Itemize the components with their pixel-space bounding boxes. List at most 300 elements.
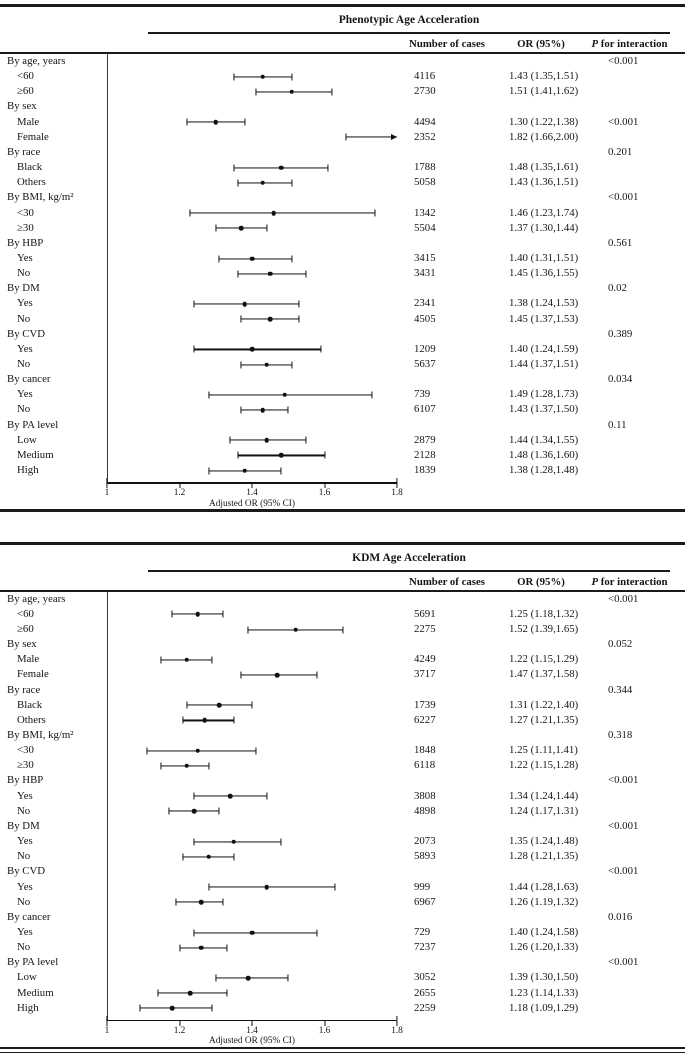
or-value: 1.43 (1.36,1.51) [509,176,579,189]
point-estimate-marker [246,976,251,981]
row-label: No [17,850,31,863]
forest-row [0,251,685,266]
cases-value: 1342 [414,206,436,219]
cases-value: 2275 [414,622,436,635]
point-estimate-marker [250,930,255,935]
ci-cap-left [230,437,231,444]
ci-plot-cell [107,895,397,910]
panel-bottom-rule [0,1047,685,1053]
ci-cap-left [186,702,187,709]
forest-row [0,448,685,463]
forest-row [0,84,685,99]
ci-plot-cell [107,115,397,130]
ci-cap-left [215,225,216,232]
ci-line [194,841,281,842]
column-header-or: OR (95%) [517,38,565,50]
forest-row [0,69,685,84]
cases-value: 3431 [414,267,436,280]
p-value: 0.201 [608,145,633,158]
row-label: <30 [17,744,34,757]
ci-plot-cell [107,312,397,327]
p-value: 0.318 [608,729,633,742]
or-value: 1.51 (1.41,1.62) [509,85,579,98]
row-label: Medium [17,448,54,461]
ci-cap-left [139,1005,140,1012]
ci-cap-left [215,975,216,982]
or-value: 1.38 (1.28,1.48) [509,464,579,477]
group-label: By DM [7,819,40,832]
cases-value: 1839 [414,464,436,477]
forest-row [0,296,685,311]
ci-plot-cell [107,940,397,955]
point-estimate-marker [275,673,280,678]
point-estimate-marker [203,718,208,723]
cases-value: 1209 [414,342,436,355]
forest-row [0,463,685,478]
cases-value: 4505 [414,312,436,325]
ci-plot-cell [107,296,397,311]
x-axis-tick-label: 1.2 [173,488,186,499]
group-row [0,683,685,698]
point-estimate-marker [195,748,200,753]
group-row [0,99,685,114]
or-value: 1.30 (1.22,1.38) [509,115,579,128]
p-value: <0.001 [608,55,639,67]
row-label: Others [17,713,46,726]
forest-row [0,266,685,281]
ci-cap-right [222,611,223,618]
ci-line [209,394,372,395]
point-estimate-marker [268,317,273,322]
group-row [0,372,685,387]
ci-cap-left [237,452,238,459]
ci-cap-left [219,255,220,262]
forest-row [0,970,685,985]
ci-plot-cell [107,206,397,221]
point-estimate-marker [279,165,284,170]
ci-cap-right [222,899,223,906]
ci-cap-left [183,717,184,724]
ci-line [219,258,292,259]
row-label: Yes [17,342,33,355]
or-value: 1.52 (1.39,1.65) [509,622,579,635]
column-header-p-interaction: P for interaction [591,38,668,50]
cases-value: 1739 [414,698,436,711]
cases-value: 5058 [414,176,436,189]
row-label: Yes [17,388,33,401]
forest-row [0,743,685,758]
row-label: <60 [17,70,34,83]
panel-title: KDM Age Acceleration [352,551,466,564]
group-label: By cancer [7,910,51,923]
point-estimate-marker [242,468,247,473]
group-row [0,327,685,342]
row-label: Low [17,433,37,446]
row-label: Medium [17,986,54,999]
point-estimate-marker [264,362,269,367]
or-value: 1.18 (1.09,1.29) [509,1001,579,1014]
ci-plot-cell [107,607,397,622]
ci-plot-cell [107,667,397,682]
ci-plot-cell [107,698,397,713]
row-label: <60 [17,607,34,620]
group-row [0,236,685,251]
row-label: Yes [17,251,33,264]
x-axis-caption: Adjusted OR (95% CI) [209,1036,295,1047]
point-estimate-marker [271,211,276,216]
ci-plot-cell [107,251,397,266]
ci-cap-right [244,119,245,126]
group-label: By HBP [7,236,44,249]
forest-row [0,607,685,622]
cases-value: 5637 [414,358,436,370]
point-estimate-marker [184,764,189,769]
ci-plot-cell [107,342,397,357]
ci-cap-left [241,407,242,414]
point-estimate-marker [192,809,197,814]
or-value: 1.44 (1.37,1.51) [509,358,579,370]
group-row [0,773,685,788]
or-value: 1.23 (1.14,1.33) [509,986,579,999]
ci-cap-right [317,672,318,679]
or-value: 1.48 (1.35,1.61) [509,161,579,174]
ci-plot-cell [107,880,397,895]
group-label: By age, years [7,55,66,67]
cases-value: 3415 [414,251,436,264]
x-axis-caption: Adjusted OR (95% CI) [209,498,295,509]
cases-value: 1848 [414,744,436,757]
point-estimate-marker [264,885,269,890]
row-label: No [17,895,31,908]
group-label: By BMI, kg/m² [7,729,74,742]
group-label: By DM [7,282,40,295]
ci-line [194,932,317,933]
ci-line [209,887,336,888]
row-label: Yes [17,925,33,938]
point-estimate-marker [232,839,237,844]
row-label: Black [17,161,43,174]
ci-cap-right [288,407,289,414]
ci-cap-left [146,747,147,754]
row-label: No [17,267,31,280]
ci-cap-left [208,391,209,398]
row-label: Others [17,176,46,189]
cases-value: 5691 [414,607,436,620]
column-header-or: OR (95%) [517,575,565,588]
cases-value: 6227 [414,713,436,726]
cases-value: 1788 [414,161,436,174]
ci-line [216,977,289,978]
ci-cap-right [219,808,220,815]
ci-plot-cell [107,175,397,190]
panel-bottom-rule [0,509,685,512]
ci-plot-cell [107,69,397,84]
cases-value: 5893 [414,850,436,863]
ci-cap-left [233,164,234,171]
cases-value: 2259 [414,1001,436,1014]
forest-row [0,342,685,357]
p-value: <0.001 [608,774,639,787]
ci-cap-left [172,611,173,618]
ci-plot-cell [107,402,397,417]
ci-line [140,1008,213,1009]
p-value: <0.001 [608,865,639,878]
ci-cap-right [280,467,281,474]
or-value: 1.35 (1.24,1.48) [509,835,579,848]
or-value: 1.26 (1.20,1.33) [509,941,579,954]
ci-plot-cell [107,221,397,236]
forest-row [0,175,685,190]
or-value: 1.48 (1.36,1.60) [509,448,579,461]
ci-cap-left [168,808,169,815]
ci-cap-left [237,270,238,277]
p-value: 0.034 [608,373,633,386]
ci-line [190,213,375,214]
row-label: Yes [17,835,33,848]
point-estimate-marker [293,627,298,632]
ci-cap-right [212,656,213,663]
cases-value: 4249 [414,653,436,666]
ci-plot-cell [107,713,397,728]
ci-cap-right [342,626,343,633]
p-value: 0.389 [608,327,633,340]
point-estimate-marker [217,703,222,708]
p-value: 0.11 [608,418,627,431]
ci-plot-cell [107,804,397,819]
or-value: 1.40 (1.31,1.51) [509,251,579,264]
ci-cap-right [266,225,267,232]
p-value: 0.344 [608,683,633,696]
ci-plot-cell [107,357,397,372]
forest-panel [0,542,685,1053]
ci-cap-left [193,300,194,307]
group-row [0,592,685,607]
row-label: ≥60 [17,622,34,635]
forest-row [0,402,685,417]
forest-row [0,312,685,327]
row-label: Yes [17,880,33,893]
or-value: 1.47 (1.37,1.58) [509,668,579,681]
ci-cap-right [208,762,209,769]
forest-row [0,130,685,145]
ci-cap-left [237,179,238,186]
forest-row [0,652,685,667]
cases-value: 6118 [414,759,436,772]
ci-plot-cell [107,652,397,667]
ci-plot-cell [107,622,397,637]
ci-line [147,750,256,751]
cases-value: 999 [414,880,431,893]
cases-value: 2128 [414,448,436,461]
column-header-cases: Number of cases [409,38,485,50]
panel-title-row [0,7,685,32]
or-value: 1.38 (1.24,1.53) [509,297,579,310]
or-value: 1.37 (1.30,1.44) [509,221,579,234]
row-label: No [17,358,31,370]
x-axis-tick-label: 1.4 [246,1025,258,1036]
plot-body [0,592,685,1047]
point-estimate-marker [261,74,266,79]
forest-row [0,940,685,955]
point-estimate-marker [268,271,273,276]
forest-row [0,834,685,849]
or-value: 1.31 (1.22,1.40) [509,698,579,711]
ci-plot-cell [107,925,397,940]
ci-cap-right [306,270,307,277]
row-label: No [17,804,31,817]
row-label: No [17,403,31,416]
forest-row [0,758,685,773]
ci-cap-left [255,88,256,95]
point-estimate-marker [228,794,233,799]
column-header-p-interaction: P for interaction [591,575,668,588]
cases-value: 4116 [414,70,436,83]
or-value: 1.45 (1.36,1.55) [509,267,579,280]
cases-value: 2879 [414,433,436,446]
point-estimate-marker [188,991,193,996]
ci-plot-cell [107,266,397,281]
p-value: 0.561 [608,236,633,249]
ci-cap-left [193,929,194,936]
ci-cap-right [226,990,227,997]
ci-cap-left [208,884,209,891]
point-estimate-marker [250,256,255,261]
or-value: 1.25 (1.11,1.41) [509,744,578,757]
ci-cap-left [179,944,180,951]
ci-cap-left [175,899,176,906]
forest-row [0,713,685,728]
or-value: 1.49 (1.28,1.73) [509,388,579,401]
forest-row [0,1001,685,1016]
group-row [0,54,685,69]
or-value: 1.24 (1.17,1.31) [509,804,579,817]
point-estimate-marker [239,226,244,231]
p-value: 0.052 [608,638,633,651]
point-estimate-marker [242,302,247,307]
group-row [0,864,685,879]
or-value: 1.27 (1.21,1.35) [509,713,579,726]
panel-title-row [0,545,685,570]
ci-plot-cell [107,433,397,448]
row-label: High [17,1001,39,1014]
group-label: By HBP [7,774,44,787]
group-row [0,955,685,970]
group-label: By cancer [7,373,51,386]
ci-cap-right [331,88,332,95]
cases-value: 729 [414,925,431,938]
cases-value: 3052 [414,971,436,984]
group-label: By sex [7,638,37,651]
or-value: 1.45 (1.37,1.53) [509,312,579,325]
panel-title: Phenotypic Age Acceleration [338,14,480,26]
point-estimate-marker [250,347,255,352]
arrow-right-icon [391,134,397,140]
cases-value: 2073 [414,835,436,848]
p-value: 0.016 [608,910,633,923]
cases-value: 3717 [414,668,436,681]
row-label: No [17,312,31,325]
ci-plot-cell [107,970,397,985]
forest-row [0,849,685,864]
ci-cap-left [161,656,162,663]
ci-cap-right [291,179,292,186]
forest-row [0,789,685,804]
row-label: High [17,464,39,477]
ci-line [183,720,234,721]
or-value: 1.25 (1.18,1.32) [509,607,579,620]
point-estimate-marker [206,855,211,860]
forest-row [0,221,685,236]
group-row [0,910,685,925]
ci-cap-right [324,452,325,459]
row-label: Low [17,971,37,984]
row-label: Yes [17,297,33,310]
point-estimate-marker [170,1006,175,1011]
column-header-cases: Number of cases [409,575,485,588]
ci-cap-right [317,929,318,936]
group-row [0,637,685,652]
point-estimate-marker [261,408,266,413]
point-estimate-marker [199,945,204,950]
ci-cap-left [190,210,191,217]
group-row [0,728,685,743]
cases-value: 5504 [414,221,436,234]
or-value: 1.26 (1.19,1.32) [509,895,579,908]
ci-cap-right [291,255,292,262]
ci-cap-right [291,73,292,80]
row-label: <30 [17,206,34,219]
point-estimate-marker [290,90,295,95]
or-value: 1.40 (1.24,1.58) [509,925,579,938]
or-value: 1.22 (1.15,1.28) [509,759,579,772]
ci-cap-left [346,134,347,141]
group-label: By BMI, kg/m² [7,191,74,204]
ci-plot-cell [107,834,397,849]
p-value: <0.001 [608,956,639,969]
ci-cap-left [183,853,184,860]
or-value: 1.28 (1.21,1.35) [509,850,579,863]
p-value: 0.02 [608,282,627,295]
group-row [0,145,685,160]
or-value: 1.34 (1.24,1.44) [509,789,579,802]
cases-value: 4494 [414,115,436,128]
cases-value: 2655 [414,986,436,999]
cases-value: 739 [414,388,431,401]
group-label: By CVD [7,865,46,878]
x-axis-tick-label: 1.8 [391,488,403,499]
cases-value: 6967 [414,895,436,908]
cases-value: 4898 [414,804,436,817]
forest-row [0,895,685,910]
or-value: 1.44 (1.28,1.63) [509,880,579,893]
x-axis [104,482,403,509]
x-axis-tick-label: 1.6 [318,488,331,499]
ci-cap-right [320,346,321,353]
row-label: Black [17,698,43,711]
group-label: By race [7,683,41,696]
ci-cap-left [193,793,194,800]
cases-value: 3808 [414,789,436,802]
group-label: By CVD [7,327,46,340]
cases-value: 6107 [414,403,436,416]
ci-cap-right [255,747,256,754]
group-label: By race [7,145,41,158]
point-estimate-marker [184,658,189,663]
row-label: ≥30 [17,759,34,772]
ci-cap-right [266,793,267,800]
group-row [0,819,685,834]
forest-row [0,160,685,175]
